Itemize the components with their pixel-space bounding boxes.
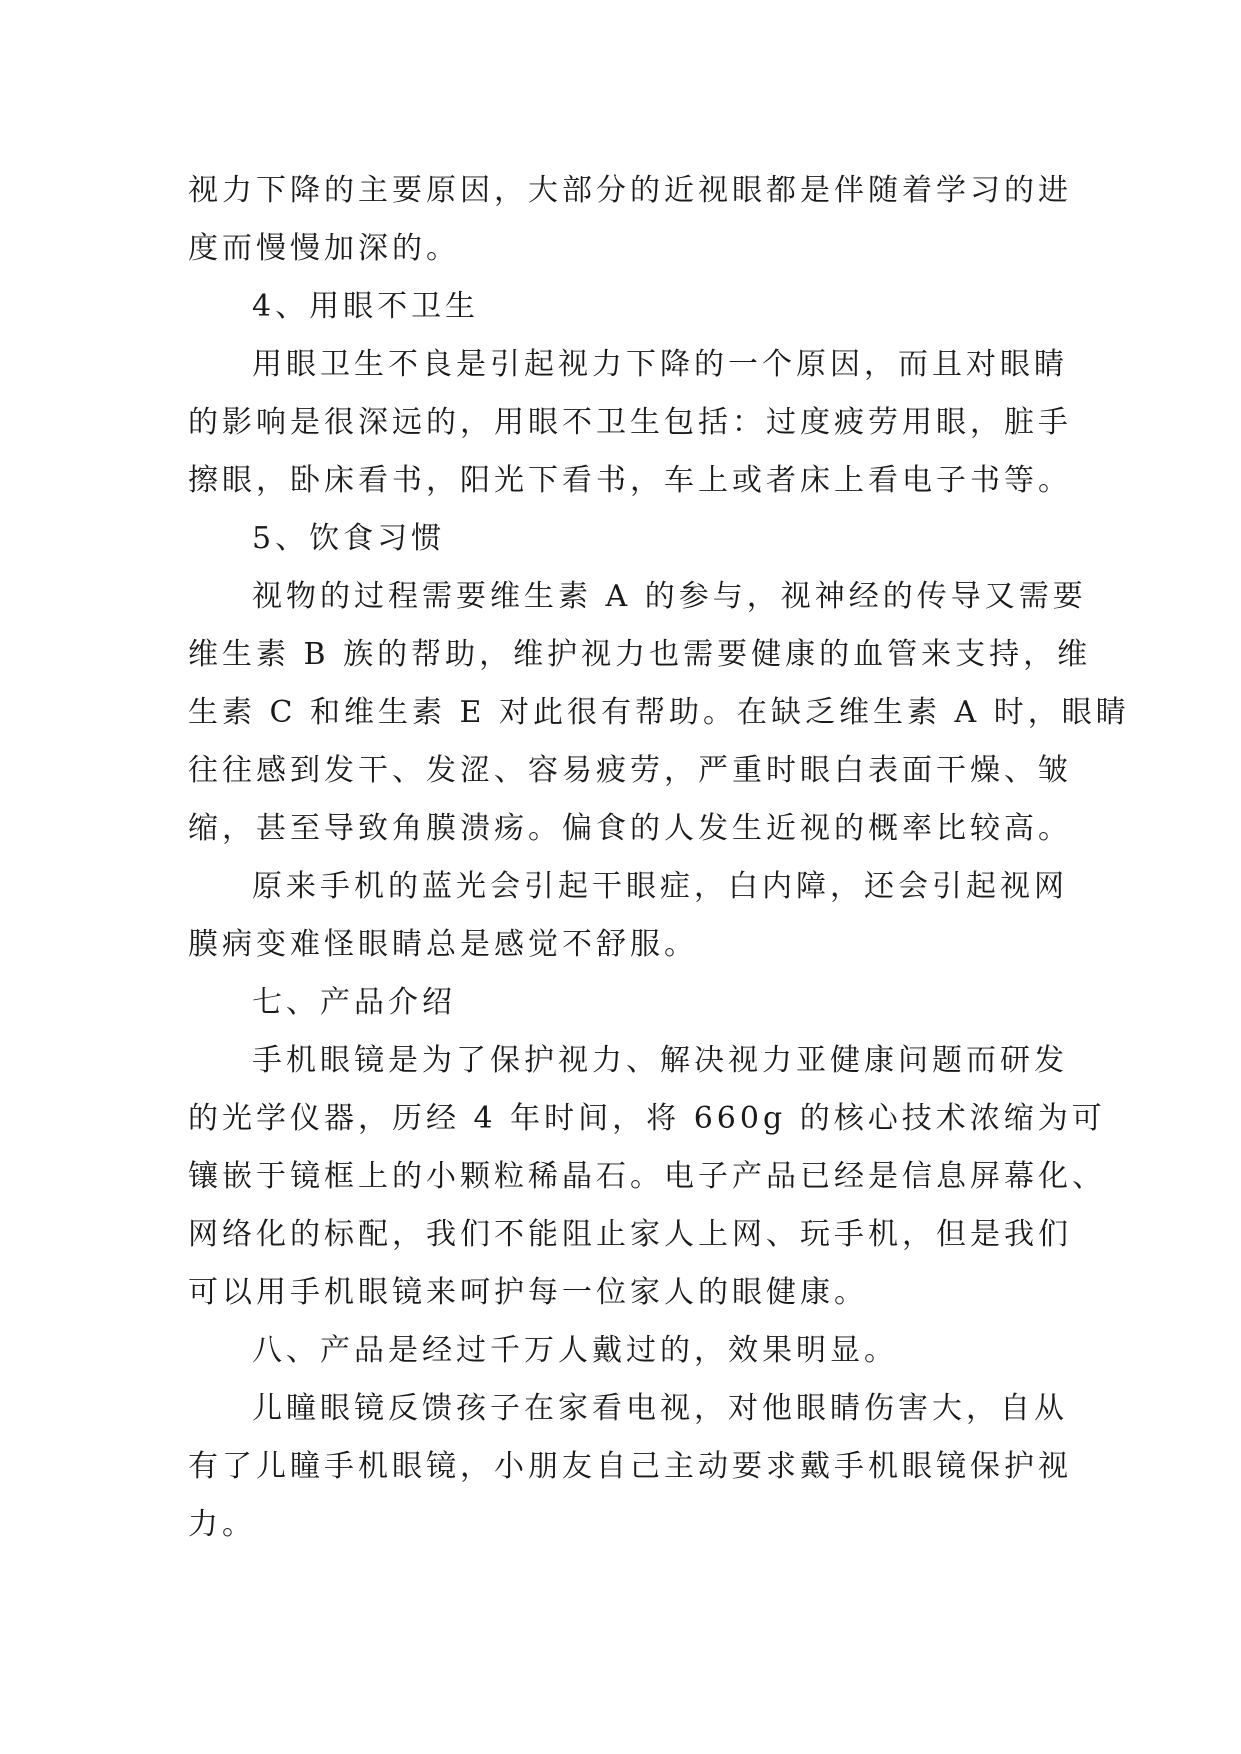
text-line: 可以用手机眼镜来呵护每一位家人的眼健康。 (188, 1275, 868, 1310)
text-line: 生素 C 和维生素 E 对此很有帮助。在缺乏维生素 A 时，眼睛 (188, 695, 1130, 730)
text-line: 八、产品是经过千万人戴过的，效果明显。 (252, 1333, 898, 1368)
text-line: 视物的过程需要维生素 A 的参与，视神经的传导又需要 (252, 579, 1087, 614)
text-line: 镶嵌于镜框上的小颗粒稀晶石。电子产品已经是信息屏幕化、 (188, 1159, 1106, 1194)
text-line: 的光学仪器，历经 4 年时间，将 660g 的核心技术浓缩为可 (188, 1101, 1106, 1136)
text-line: 擦眼，卧床看书，阳光下看书，车上或者床上看电子书等。 (188, 463, 1072, 498)
text-line: 缩，甚至导致角膜溃疡。偏食的人发生近视的概率比较高。 (188, 811, 1072, 846)
text-line: 手机眼镜是为了保护视力、解决视力亚健康问题而研发 (252, 1043, 1068, 1078)
text-line: 维生素 B 族的帮助，维护视力也需要健康的血管来支持，维 (188, 637, 1092, 672)
text-line: 5、饮食习惯 (252, 521, 446, 556)
text-line: 往往感到发干、发涩、容易疲劳，严重时眼白表面干燥、皱 (188, 753, 1072, 788)
text-line: 七、产品介绍 (252, 985, 456, 1020)
text-line: 有了儿瞳手机眼镜，小朋友自己主动要求戴手机眼镜保护视 (188, 1449, 1072, 1484)
text-line: 原来手机的蓝光会引起干眼症，白内障，还会引起视网 (252, 869, 1068, 904)
text-line: 儿瞳眼镜反馈孩子在家看电视，对他眼睛伤害大，自从 (252, 1391, 1068, 1426)
text-line: 用眼卫生不良是引起视力下降的一个原因，而且对眼睛 (252, 347, 1068, 382)
text-line: 视力下降的主要原因，大部分的近视眼都是伴随着学习的进 (188, 173, 1072, 208)
text-line: 膜病变难怪眼睛总是感觉不舒服。 (188, 927, 698, 962)
text-line: 网络化的标配，我们不能阻止家人上网、玩手机，但是我们 (188, 1217, 1072, 1252)
text-line: 度而慢慢加深的。 (188, 231, 460, 266)
text-line: 力。 (188, 1507, 256, 1542)
document-body (188, 162, 1130, 1554)
text-line: 4、用眼不卫生 (252, 289, 480, 324)
text-line: 的影响是很深远的，用眼不卫生包括：过度疲劳用眼，脏手 (188, 405, 1072, 440)
